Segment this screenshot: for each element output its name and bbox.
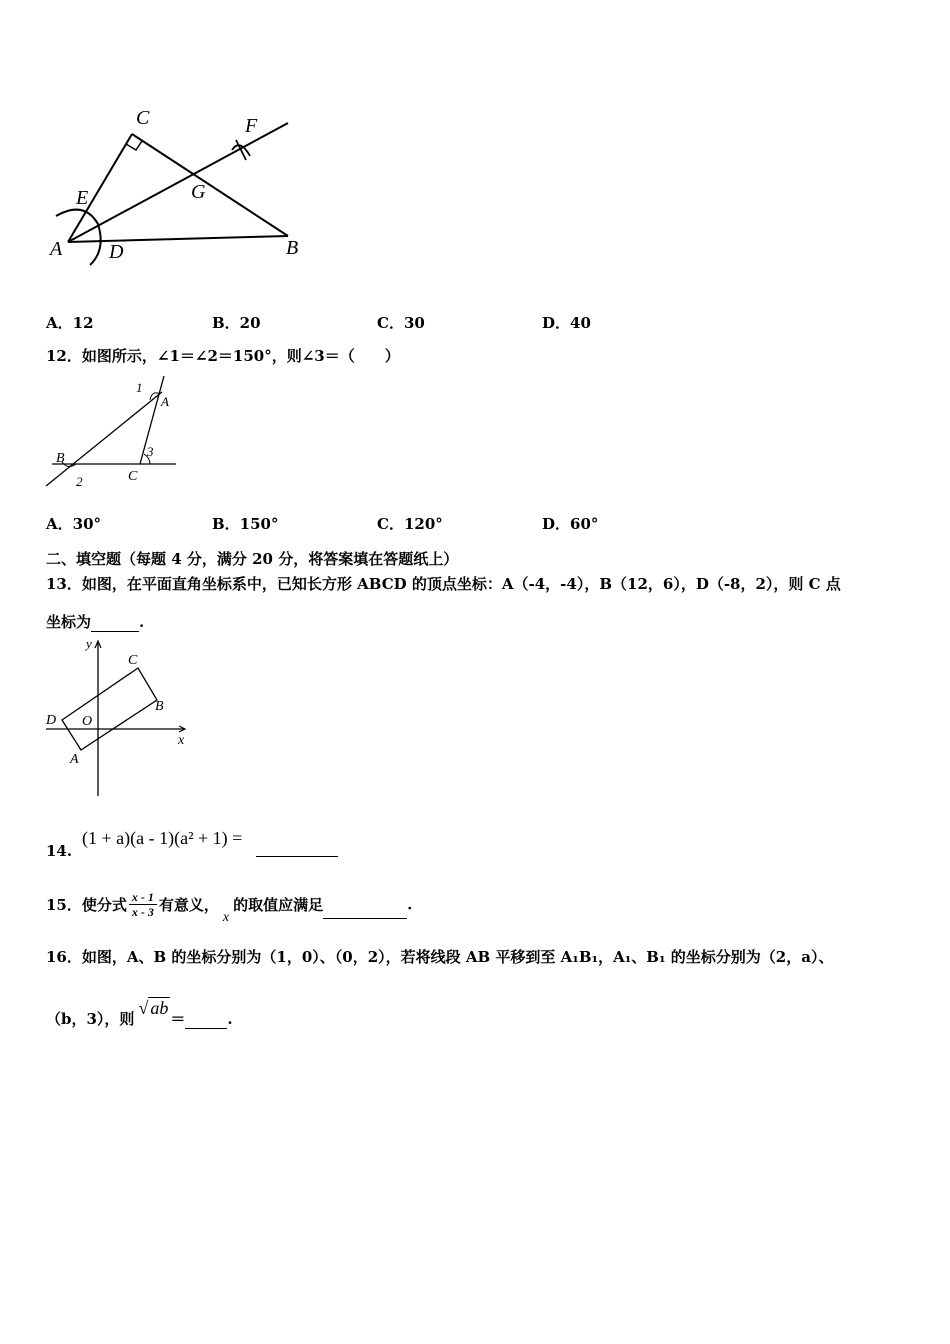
label-2: 2 (76, 474, 83, 489)
q15-end: . (407, 895, 413, 914)
rectangle-abcd (62, 668, 157, 750)
q12-option-b: B．150° (212, 515, 279, 533)
section-title: 二、填空题（每题 4 分，满分 20 分，将答案填在答题纸上） (46, 550, 459, 568)
q15-prefix: 15．使分式 (46, 896, 127, 914)
q13-suffix: . (139, 613, 145, 631)
line-ba (46, 392, 162, 486)
q12-stem: 12．如图所示，∠1＝∠2＝150°，则∠3＝（ ） (46, 347, 400, 365)
arc-mark-f (232, 140, 250, 160)
q13-line2 (46, 611, 144, 632)
q14-expression: (1 + a)(a - 1)(a² + 1) = (82, 828, 243, 848)
q11-option-c: C．30 (377, 314, 425, 332)
q12-option-d: D．60° (542, 515, 599, 533)
q12-option-c: C．120° (377, 515, 443, 533)
label-e: E (76, 187, 89, 209)
label-d: D (109, 241, 124, 263)
q16-line1: 16．如图，A、B 的坐标分别为（1，0）、（0，2），若将线段 AB 平移到至 A₁B₁，A₁、B₁ 的坐标分别为（2，a）、 (46, 948, 834, 966)
label-b: B (286, 237, 299, 259)
q11-option-a: A．12 (46, 314, 94, 332)
q13-prefix: 坐标为 (46, 613, 92, 631)
label-f: F (245, 115, 258, 137)
q11-option-d: D．40 (542, 314, 591, 332)
label-3: 3 (147, 444, 154, 459)
q13-figure (40, 636, 195, 801)
label-1: 1 (136, 380, 143, 395)
q14-number: 14. (46, 842, 73, 860)
q15-middle: 有意义， (158, 896, 219, 914)
q13-answer-blank[interactable] (91, 615, 139, 632)
right-angle-mark (126, 141, 142, 150)
label-b: B (155, 699, 164, 714)
q16-equals: ＝ (170, 1010, 186, 1028)
q16-line2 (46, 996, 233, 1028)
label-a: A (70, 752, 79, 767)
label-c: C (128, 653, 138, 668)
q11-option-b: B．20 (212, 314, 261, 332)
q12-figure (40, 374, 185, 494)
ray-af (68, 123, 288, 242)
label-c: C (136, 107, 150, 129)
q15-numerator: x - 1 (129, 890, 157, 905)
q16-end: . (227, 1010, 233, 1028)
label-y: y (86, 636, 92, 651)
label-c: C (128, 469, 138, 484)
label-g: G (191, 181, 206, 203)
label-x: x (178, 733, 185, 748)
q15-answer-blank[interactable] (323, 896, 407, 919)
q15-denominator: x - 3 (131, 905, 154, 919)
label-a: A (161, 394, 169, 409)
label-a: A (50, 238, 63, 260)
q11-figure (40, 100, 310, 280)
label-b: B (56, 451, 65, 466)
q15-fraction (129, 890, 157, 919)
q13-line1: 13．如图，在平面直角坐标系中，已知长方形 ABCD 的顶点坐标：A（-4，-4），B（12，6），D（-8，2），则 C 点 (46, 575, 841, 593)
q15-suffix-text: 的取值应满足 (233, 896, 324, 914)
q14-answer-blank[interactable] (256, 840, 338, 857)
label-o: O (82, 714, 93, 729)
q16-sqrt: √ ab (138, 998, 169, 1018)
q12-option-a: A．30° (46, 515, 102, 533)
q16-answer-blank[interactable] (185, 1006, 227, 1029)
segment-cb (132, 134, 288, 236)
q15-line (46, 890, 413, 925)
label-d: D (46, 713, 57, 728)
q16-prefix: （b，3），则 (46, 1010, 135, 1028)
q15-var: x (222, 909, 230, 925)
q16-radicand: ab (150, 998, 169, 1018)
